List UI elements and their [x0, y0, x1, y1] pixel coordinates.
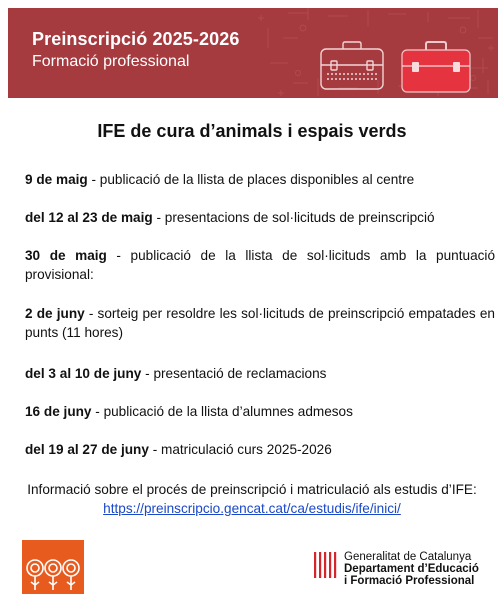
gencat-wordmark [344, 551, 479, 587]
schedule-date: del 19 al 27 de juny [25, 442, 149, 457]
schedule-text: - publicació de la llista d’alumnes admesos [91, 404, 353, 419]
schedule-text: - matriculació curs 2025-2026 [148, 442, 332, 457]
info-block [0, 480, 504, 518]
schedule-date: del 3 al 10 de juny [25, 366, 142, 381]
page-title: IFE de cura d’animals i espais verds [97, 121, 407, 141]
banner-title: Preinscripció 2025-2026 [32, 29, 240, 49]
schedule-item [25, 304, 495, 342]
schedule-item [25, 170, 495, 189]
schedule-item [25, 364, 495, 383]
schedule-item [25, 246, 495, 284]
schedule-text: - publicació de la llista de places disponibles al centre [87, 172, 415, 187]
trees-logo-icon [22, 540, 84, 594]
info-text: Informació sobre el procés de preinscripció i matriculació als estudis d’IFE: [27, 482, 477, 497]
schedule-date: 30 de maig [25, 248, 107, 263]
schedule-date: del 12 al 23 de maig [25, 210, 153, 225]
gencat-line2: Departament d’Educació [344, 563, 479, 575]
schedule-date: 9 de maig [25, 172, 88, 187]
schedule-item [25, 402, 495, 421]
briefcase-outline-icon [319, 41, 385, 91]
schedule-date: 2 de juny [25, 306, 85, 321]
gencat-line3: i Formació Professional [344, 575, 475, 587]
banner-subtitle: Formació professional [32, 53, 190, 70]
schedule-text: - presentació de reclamacions [141, 366, 327, 381]
schedule-date: 16 de juny [25, 404, 92, 419]
schedule-text: - presentacions de sol·licituds de preinscripció [152, 210, 435, 225]
header-banner [8, 8, 498, 98]
schedule-text: - publicació de la llista de sol·licituds amb la puntuació provisional: [25, 248, 496, 282]
gencat-line1: Generalitat de Catalunya [344, 551, 472, 563]
schedule-text: - sorteig per resoldre les sol·licituds de preinscripció empatades en punts (11 hores) [25, 306, 495, 340]
schedule-item [25, 440, 495, 459]
schedule-item [25, 208, 495, 227]
gencat-flag-icon [312, 552, 338, 578]
info-link[interactable]: https://preinscripcio.gencat.cat/ca/estudis/ife/inici/ [103, 501, 401, 516]
briefcase-red-icon [401, 41, 471, 93]
